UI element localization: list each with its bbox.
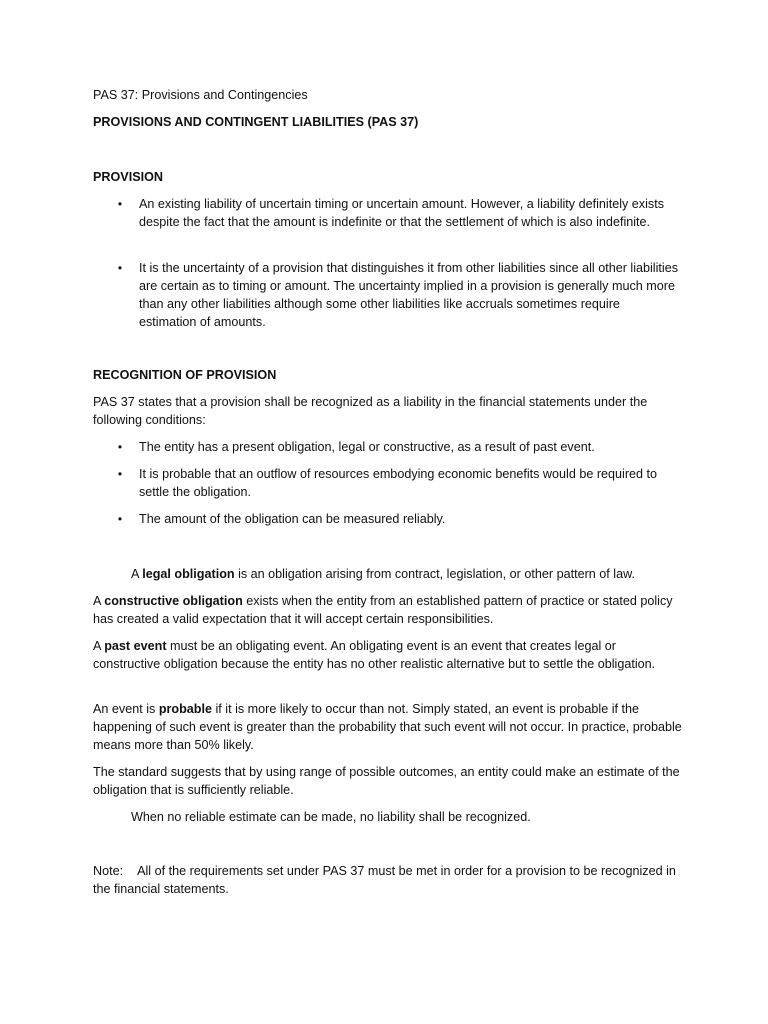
note-paragraph <box>93 862 683 898</box>
probable-pre: An event is <box>93 702 159 716</box>
past-event-post: must be an obligating event. An obligating event is an event that creates legal or constructive obligation because the entity has no other realistic alternative but to settle the obligation. <box>93 639 656 671</box>
legal-pre: A <box>131 567 143 581</box>
note-label: Note: <box>93 864 124 878</box>
constructive-term: constructive obligation <box>104 594 243 608</box>
past-event-pre: A <box>93 639 105 653</box>
condition-2: It is probable that an outflow of resources embodying economic benefits would be required to settle the obligation. <box>139 467 658 499</box>
past-event-term: past event <box>104 639 167 653</box>
legal-post: is an obligation arising from contract, legislation, or other pattern of law. <box>234 567 635 581</box>
recognition-intro: PAS 37 states that a provision shall be recognized as a liability in the financial statements under the following conditions: <box>93 395 648 427</box>
probable-post: if it is more likely to occur than not. Simply stated, an event is probable if the happening of such event is greater than the probability that such event will not occur. In practice, probable means more than 50% likely. <box>93 702 682 752</box>
main-heading: PROVISIONS AND CONTINGENT LIABILITIES (PAS 37) <box>93 115 419 129</box>
bullet-marker: • <box>117 512 123 526</box>
no-estimate-paragraph: When no reliable estimate can be made, no liability shall be recognized. <box>131 810 531 824</box>
document-title: PAS 37: Provisions and Contingencies <box>93 88 308 102</box>
bullet-marker: • <box>117 440 123 454</box>
past-event-paragraph <box>93 637 683 673</box>
legal-obligation-paragraph <box>131 565 691 583</box>
probable-term: probable <box>158 702 212 716</box>
constructive-obligation-paragraph <box>93 592 683 628</box>
bullet-marker: • <box>117 261 123 275</box>
note-text: All of the requirements set under PAS 37 must be met in order for a provision to be recognized in the financial statements. <box>93 864 676 896</box>
provision-point-2: It is the uncertainty of a provision that distinguishes it from other liabilities since all other liabilities are certain as to timing or amount. The uncertainty implied in a provision is generally much more than any other liabilities although some other liabilities like accruals sometimes require estimation of amounts. <box>139 261 678 329</box>
constructive-post: exists when the entity from an established pattern of practice or stated policy has created a valid expectation that it will accept certain responsibilities. <box>93 594 673 626</box>
bullet-marker: • <box>117 197 123 211</box>
legal-term: legal obligation <box>142 567 235 581</box>
estimate-paragraph: The standard suggests that by using range of possible outcomes, an entity could make an estimate of the obligation that is sufficiently reliable. <box>93 765 680 797</box>
constructive-pre: A <box>93 594 105 608</box>
bullet-marker: • <box>117 467 123 481</box>
section-heading-recognition: RECOGNITION OF PROVISION <box>93 368 277 382</box>
condition-3: The amount of the obligation can be measured reliably. <box>139 512 446 526</box>
condition-1: The entity has a present obligation, legal or constructive, as a result of past event. <box>139 440 595 454</box>
provision-point-1: An existing liability of uncertain timing or uncertain amount. However, a liability definitely exists despite the fact that the amount is indefinite or that the settlement of which is also indefinite. <box>139 197 664 229</box>
probable-paragraph <box>93 700 683 754</box>
section-heading-provision: PROVISION <box>93 170 163 184</box>
